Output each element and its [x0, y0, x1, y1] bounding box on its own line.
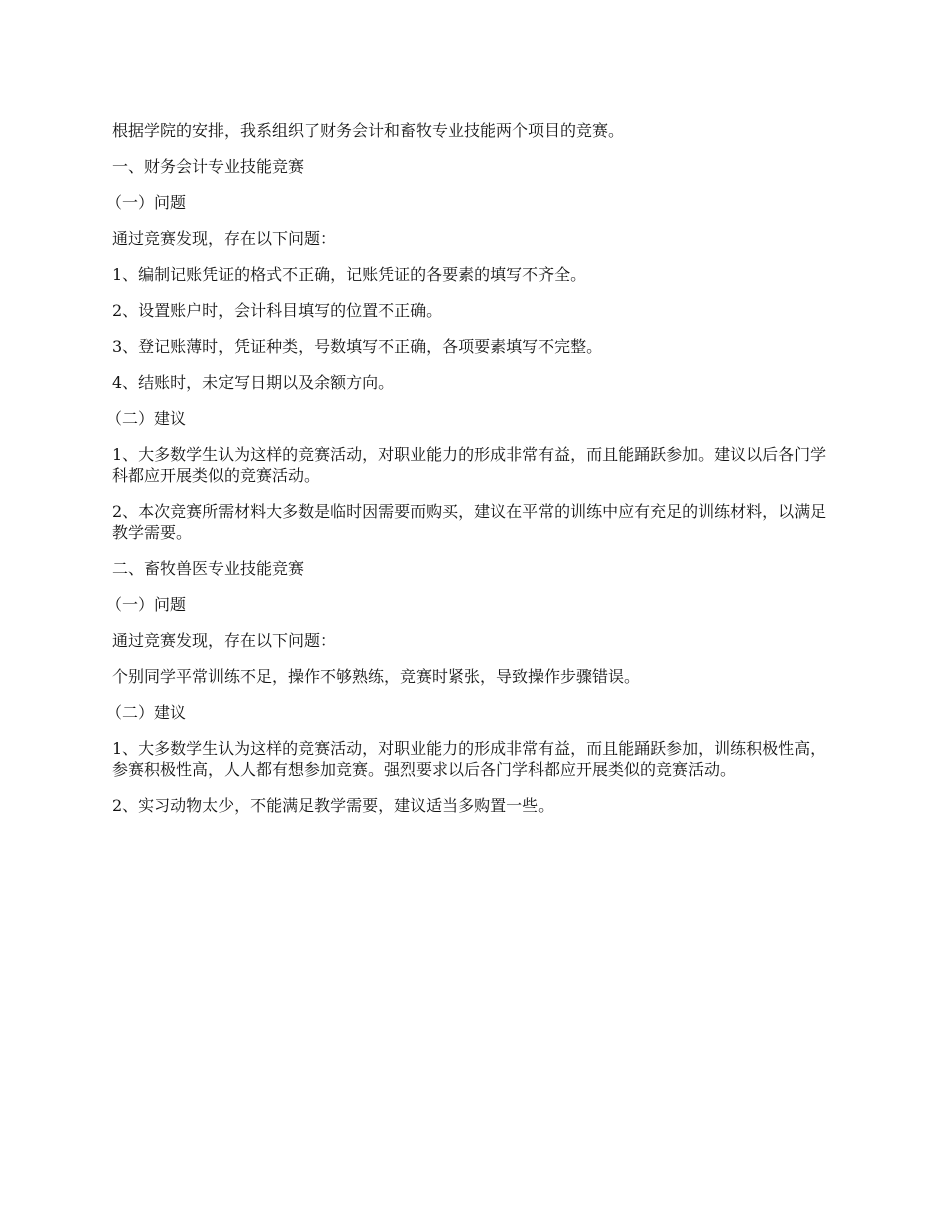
section-heading-accounting: 一、财务会计专业技能竞赛 [112, 157, 305, 176]
document-body [106, 120, 840, 831]
list-item: 1、大多数学生认为这样的竞赛活动，对职业能力的形成非常有益，而且能踊跃参加，训练积极性高，参赛积极性高，人人都有想参加竞赛。强烈要求以后各门学科都应开展类似的竞赛活动。 [112, 739, 827, 779]
paragraph: 通过竞赛发现，存在以下问题： [112, 631, 337, 650]
list-item: 1、编制记账凭证的格式不正确，记账凭证的各要素的填写不齐全。 [112, 265, 587, 284]
subheading-suggestions: （二）建议 [106, 409, 187, 428]
subheading-problems: （一）问题 [106, 595, 187, 614]
list-item: 3、登记账薄时，凭证种类，号数填写不正确，各项要素填写不完整。 [112, 337, 603, 356]
intro-paragraph: 根据学院的安排，我系组织了财务会计和畜牧专业技能两个项目的竞赛。 [112, 121, 625, 140]
subheading-suggestions: （二）建议 [106, 703, 187, 722]
subheading-problems: （一）问题 [106, 193, 187, 212]
list-item: 4、结账时，未定写日期以及余额方向。 [112, 373, 395, 392]
section-heading-veterinary: 二、畜牧兽医专业技能竞赛 [112, 559, 305, 578]
list-item: 2、设置账户时，会计科目填写的位置不正确。 [112, 301, 443, 320]
paragraph: 个别同学平常训练不足，操作不够熟练，竞赛时紧张，导致操作步骤错误。 [112, 667, 641, 686]
list-item: 2、本次竞赛所需材料大多数是临时因需要而购买，建议在平常的训练中应有充足的训练材料，以满足教学需要。 [112, 502, 827, 542]
paragraph: 通过竞赛发现，存在以下问题： [112, 229, 337, 248]
list-item: 1、大多数学生认为这样的竞赛活动，对职业能力的形成非常有益，而且能踊跃参加。建议以后各门学科都应开展类似的竞赛活动。 [112, 445, 827, 485]
list-item: 2、实习动物太少，不能满足教学需要，建议适当多购置一些。 [112, 796, 555, 815]
